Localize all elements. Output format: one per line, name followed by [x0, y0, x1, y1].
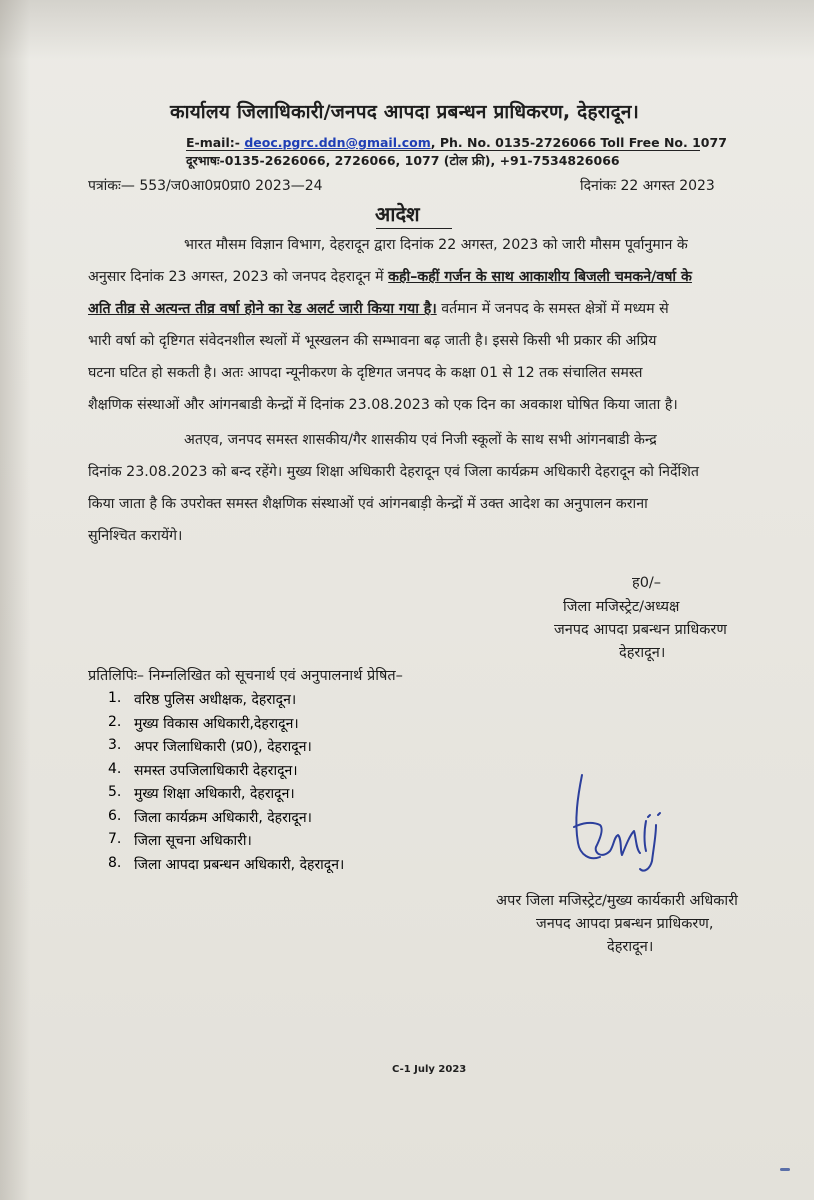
red-alert-highlight-2: अति तीव्र से अत्यन्त तीव्र वर्षा होने का रेड अलर्ट जारी किया गया है। [88, 301, 437, 317]
paragraph-1-line-5: घटना घटित हो सकती है। अतः आपदा न्यूनीकरण के दृष्टिगत जनपद के कक्षा 01 से 12 तक संचालित समस्त [88, 365, 643, 381]
office-title: कार्यालय जिलाधिकारी/जनपद आपदा प्रबन्धन प्राधिकरण, देहरादून। [170, 101, 640, 123]
list-item-number: 7. [108, 831, 122, 847]
list-item-text: अपर जिलाधिकारी (प्र0), देहरादून। [134, 739, 312, 755]
list-item-text: जिला कार्यक्रम अधिकारी, देहरादून। [134, 809, 312, 826]
list-item-text: जिला सूचना अधिकारी। [134, 833, 252, 849]
signatory-2-place: देहरादून। [607, 939, 654, 955]
list-item [108, 808, 344, 832]
signatory-1-initial: ह0/– [632, 575, 662, 591]
list-item-text: समस्त उपजिलाधिकारी देहरादून। [134, 762, 298, 779]
paragraph-1-line-6: शैक्षणिक संस्थाओं और आंगनबाडी केन्द्रों में दिनांक 23.08.2023 को एक दिन का अवकाश घोषित किया जाता है। [88, 397, 678, 413]
copy-to-list [108, 690, 344, 878]
header-underline [186, 150, 700, 151]
contact-phone-line: दूरभाषः-0135-2626066, 2726066, 1077 (टोल फ्री), +91-7534826066 [186, 153, 620, 168]
list-item-number: 8. [108, 854, 122, 871]
paragraph-1-line-2 [88, 261, 771, 293]
signatory-2-designation: अपर जिला मजिस्ट्रेट/मुख्य कार्यकारी अधिकारी [496, 893, 738, 909]
paragraph-1-line-2-text: अनुसार दिनांक 23 अगस्त, 2023 को जनपद देहरादून में [88, 269, 389, 285]
list-item-text: मुख्य विकास अधिकारी,देहरादून। [134, 715, 299, 732]
signatory-1-designation: जिला मजिस्ट्रेट/अध्यक्ष [563, 599, 680, 615]
paragraph-2-line-4: सुनिश्चित करायेंगे। [88, 528, 183, 544]
red-alert-highlight-1: कही–कहीं गर्जन के साथ आकाशीय बिजली चमकने/वर्षा के [388, 269, 692, 285]
paragraph-1-line-3-text: वर्तमान में जनपद के समस्त क्षेत्रों में मध्यम से [436, 301, 669, 317]
page-shadow-left [0, 0, 30, 1200]
paragraph-1-line-1: भारत मौसम विज्ञान विभाग, देहरादून द्वारा दिनांक 22 अगस्त, 2023 को जारी मौसम पूर्वानुमान के [184, 237, 688, 253]
list-item [108, 784, 344, 808]
list-item-number: 2. [108, 713, 122, 730]
list-item [108, 855, 344, 879]
signatory-2-authority: जनपद आपदा प्रबन्धन प्राधिकरण, [536, 916, 714, 932]
page-shadow-top [0, 0, 814, 60]
list-item-text: जिला आपदा प्रबन्धन अधिकारी, देहरादून। [134, 856, 345, 873]
list-item [108, 761, 344, 785]
paragraph-1 [88, 229, 771, 421]
paragraph-2 [88, 424, 771, 552]
email-link[interactable]: deoc.pgrc.ddn@gmail.com [244, 135, 431, 150]
signatory-1-authority: जनपद आपदा प्रबन्धन प्राधिकरण [554, 622, 727, 638]
list-item-number: 3. [108, 737, 122, 753]
list-item-text: वरिष्ठ पुलिस अधीक्षक, देहरादून। [134, 692, 297, 708]
ink-mark [780, 1168, 790, 1171]
paragraph-2-line-2: दिनांक 23.08.2023 को बन्द रहेंगे। मुख्य शिक्षा अधिकारी देहरादून एवं जिला कार्यक्रम अधिकारी देहरादून को निर्देशित [88, 464, 699, 480]
contact-email-line [186, 135, 727, 150]
order-date: दिनांकः 22 अगस्त 2023 [580, 178, 715, 194]
handwritten-signature [560, 765, 700, 885]
footer-code: C-1 July 2023 [392, 1064, 467, 1075]
list-item [108, 714, 344, 738]
list-item [108, 831, 344, 855]
signatory-1-place: देहरादून। [619, 645, 666, 661]
list-item-number: 6. [108, 807, 122, 824]
list-item-number: 4. [108, 760, 122, 777]
paragraph-1-line-4: भारी वर्षा को दृष्टिगत संवेदनशील स्थलों में भूस्खलन की सम्भावना बढ़ जाती है। इससे किसी भी प्रकार की अप्रिय [88, 333, 657, 349]
list-item [108, 690, 344, 714]
reference-number: पत्रांकः— 553/ज0आ0प्र0प्रा0 2023—24 [88, 178, 323, 194]
list-item-text: मुख्य शिक्षा अधिकारी, देहरादून। [134, 786, 295, 802]
copy-to-heading: प्रतिलिपिः– निम्नलिखित को सूचनार्थ एवं अनुपालनार्थ प्रेषित– [88, 668, 403, 684]
paragraph-2-line-1: अतएव, जनपद समस्त शासकीय/गैर शासकीय एवं निजी स्कूलों के साथ सभी आंगनबाडी केन्द्र [184, 432, 657, 448]
paragraph-2-line-3: किया जाता है कि उपरोक्त समस्त शैक्षणिक संस्थाओं एवं आंगनबाड़ी केन्द्रों में उक्त आदेश का अनुपालन कराना [88, 496, 648, 512]
email-label: E-mail:- [186, 135, 240, 150]
list-item-number: 5. [108, 784, 122, 800]
list-item [108, 737, 344, 761]
list-item-number: 1. [108, 690, 122, 706]
paragraph-1-line-3 [88, 293, 771, 325]
phone-tollfree: , Ph. No. 0135-2726066 Toll Free No. 1077 [430, 135, 727, 150]
order-heading: आदेश [375, 202, 420, 226]
